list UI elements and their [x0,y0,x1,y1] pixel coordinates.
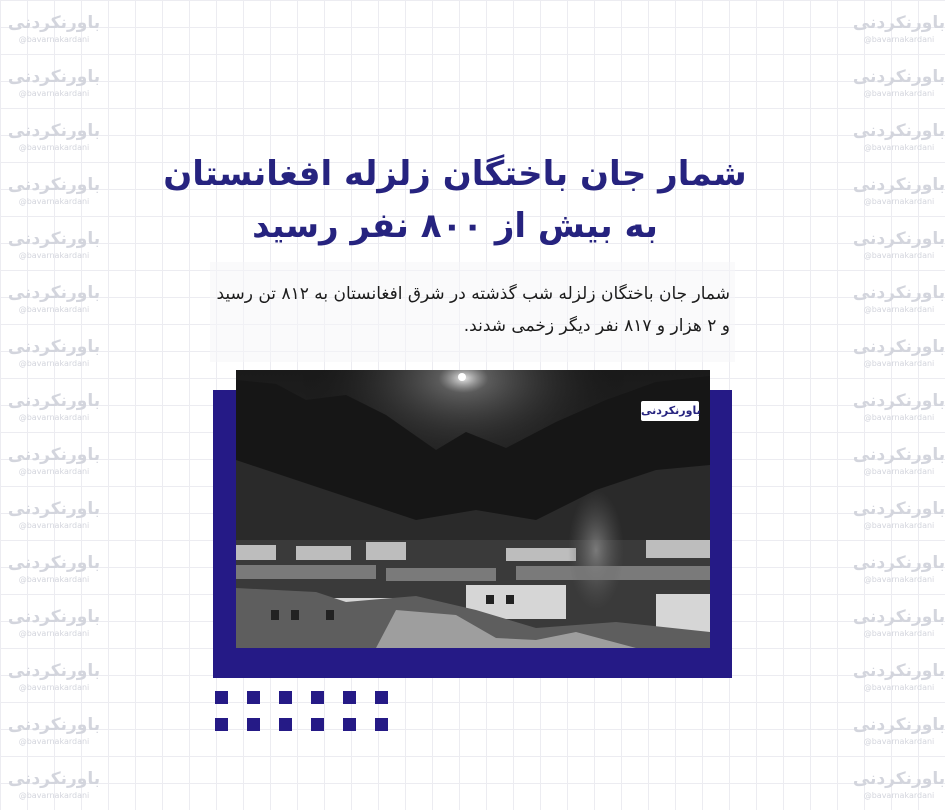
watermark-handle: @bavarnakardani [863,359,935,368]
watermark-logo: باورنکردنی [7,229,101,249]
watermark [4,714,104,756]
decorative-dot [247,718,260,731]
watermark-logo: باورنکردنی [852,175,945,195]
watermark [4,282,104,324]
watermark-logo: باورنکردنی [7,337,101,357]
watermark-logo: باورنکردنی [852,715,945,735]
watermark-handle: @bavarnakardani [18,197,90,206]
watermark [4,606,104,648]
watermark-handle: @bavarnakardani [863,305,935,314]
watermark [4,174,104,216]
watermark [849,282,945,324]
decorative-dot [343,691,356,704]
watermark-handle: @bavarnakardani [863,575,935,584]
watermark-handle: @bavarnakardani [18,683,90,692]
watermark [849,120,945,162]
watermark-handle: @bavarnakardani [18,791,90,800]
watermark-logo: باورنکردنی [852,769,945,789]
watermark-logo: باورنکردنی [7,175,101,195]
watermark-handle: @bavarnakardani [863,629,935,638]
watermark [849,228,945,270]
watermark-logo: باورنکردنی [7,445,101,465]
watermark [4,336,104,378]
decorative-dot [311,691,324,704]
night-village-image [236,370,710,648]
decorative-dot [279,718,292,731]
headline: شمار جان باختگان زلزله افغانستان به بیش از ۸۰۰ نفر رسید [163,154,747,246]
watermark-logo: باورنکردنی [852,553,945,573]
watermark-logo: باورنکردنی [7,769,101,789]
watermark-handle: @bavarnakardani [18,521,90,530]
watermark-logo: باورنکردنی [852,283,945,303]
watermark-handle: @bavarnakardani [18,575,90,584]
watermark [849,768,945,810]
watermark-logo: باورنکردنی [852,391,945,411]
watermark [4,390,104,432]
watermark [4,660,104,702]
watermark [849,444,945,486]
watermark-logo: باورنکردنی [7,283,101,303]
watermark-column-right [845,0,945,800]
watermark-logo: باورنکردنی [7,13,101,33]
watermark-logo: باورنکردنی [7,553,101,573]
watermark-handle: @bavarnakardani [18,737,90,746]
watermark-logo: باورنکردنی [852,607,945,627]
watermark-handle: @bavarnakardani [18,305,90,314]
earthquake-photo [236,370,710,648]
watermark-handle: @bavarnakardani [863,197,935,206]
watermark-handle: @bavarnakardani [18,143,90,152]
decorative-dot [215,691,228,704]
watermark-logo: باورنکردنی [7,391,101,411]
watermark [849,660,945,702]
watermark [849,390,945,432]
watermark [4,12,104,54]
watermark-logo: باورنکردنی [7,67,101,87]
watermark-handle: @bavarnakardani [863,683,935,692]
watermark-column-left [0,0,110,800]
watermark-handle: @bavarnakardani [863,521,935,530]
watermark-logo: باورنکردنی [852,121,945,141]
watermark [849,66,945,108]
watermark-logo: باورنکردنی [7,715,101,735]
watermark-handle: @bavarnakardani [18,359,90,368]
watermark-logo: باورنکردنی [7,607,101,627]
watermark [4,768,104,810]
decorative-dot [311,718,324,731]
watermark [849,174,945,216]
watermark-handle: @bavarnakardani [18,251,90,260]
watermark-handle: @bavarnakardani [863,737,935,746]
watermark [4,120,104,162]
watermark-logo: باورنکردنی [7,121,101,141]
watermark-handle: @bavarnakardani [863,35,935,44]
decorative-dot [215,718,228,731]
watermark [4,498,104,540]
watermark-logo: باورنکردنی [852,499,945,519]
watermark-handle: @bavarnakardani [863,251,935,260]
watermark [849,498,945,540]
watermark [849,12,945,54]
decorative-dot [247,691,260,704]
watermark [4,66,104,108]
watermark-handle: @bavarnakardani [18,89,90,98]
watermark-handle: @bavarnakardani [18,35,90,44]
watermark [4,444,104,486]
decorative-dot [279,691,292,704]
watermark-logo: باورنکردنی [852,445,945,465]
lede-text: شمار جان باختگان زلزله شب گذشته در شرق افغانستان به ۸۱۲ تن رسید و ۲ هزار و ۸۱۷ نفر دیگر زخمی شدند. [216,284,730,336]
watermark [849,606,945,648]
watermark [849,336,945,378]
watermark-handle: @bavarnakardani [863,413,935,422]
watermark-logo: باورنکردنی [852,337,945,357]
watermark-handle: @bavarnakardani [18,467,90,476]
watermark [849,552,945,594]
watermark-logo: باورنکردنی [7,499,101,519]
watermark-logo: باورنکردنی [852,13,945,33]
decorative-dot [375,691,388,704]
watermark-handle: @bavarnakardani [863,467,935,476]
watermark-handle: @bavarnakardani [863,143,935,152]
photo-logo-badge: باورنکردنی [641,401,699,421]
decorative-dot-grid [215,691,395,741]
decorative-dot [343,718,356,731]
decorative-dot [375,718,388,731]
watermark [4,228,104,270]
watermark-handle: @bavarnakardani [18,629,90,638]
watermark-logo: باورنکردنی [852,229,945,249]
watermark-handle: @bavarnakardani [863,89,935,98]
watermark-logo: باورنکردنی [852,67,945,87]
watermark [4,552,104,594]
watermark-handle: @bavarnakardani [863,791,935,800]
watermark-logo: باورنکردنی [852,661,945,681]
watermark [849,714,945,756]
watermark-logo: باورنکردنی [7,661,101,681]
watermark-handle: @bavarnakardani [18,413,90,422]
